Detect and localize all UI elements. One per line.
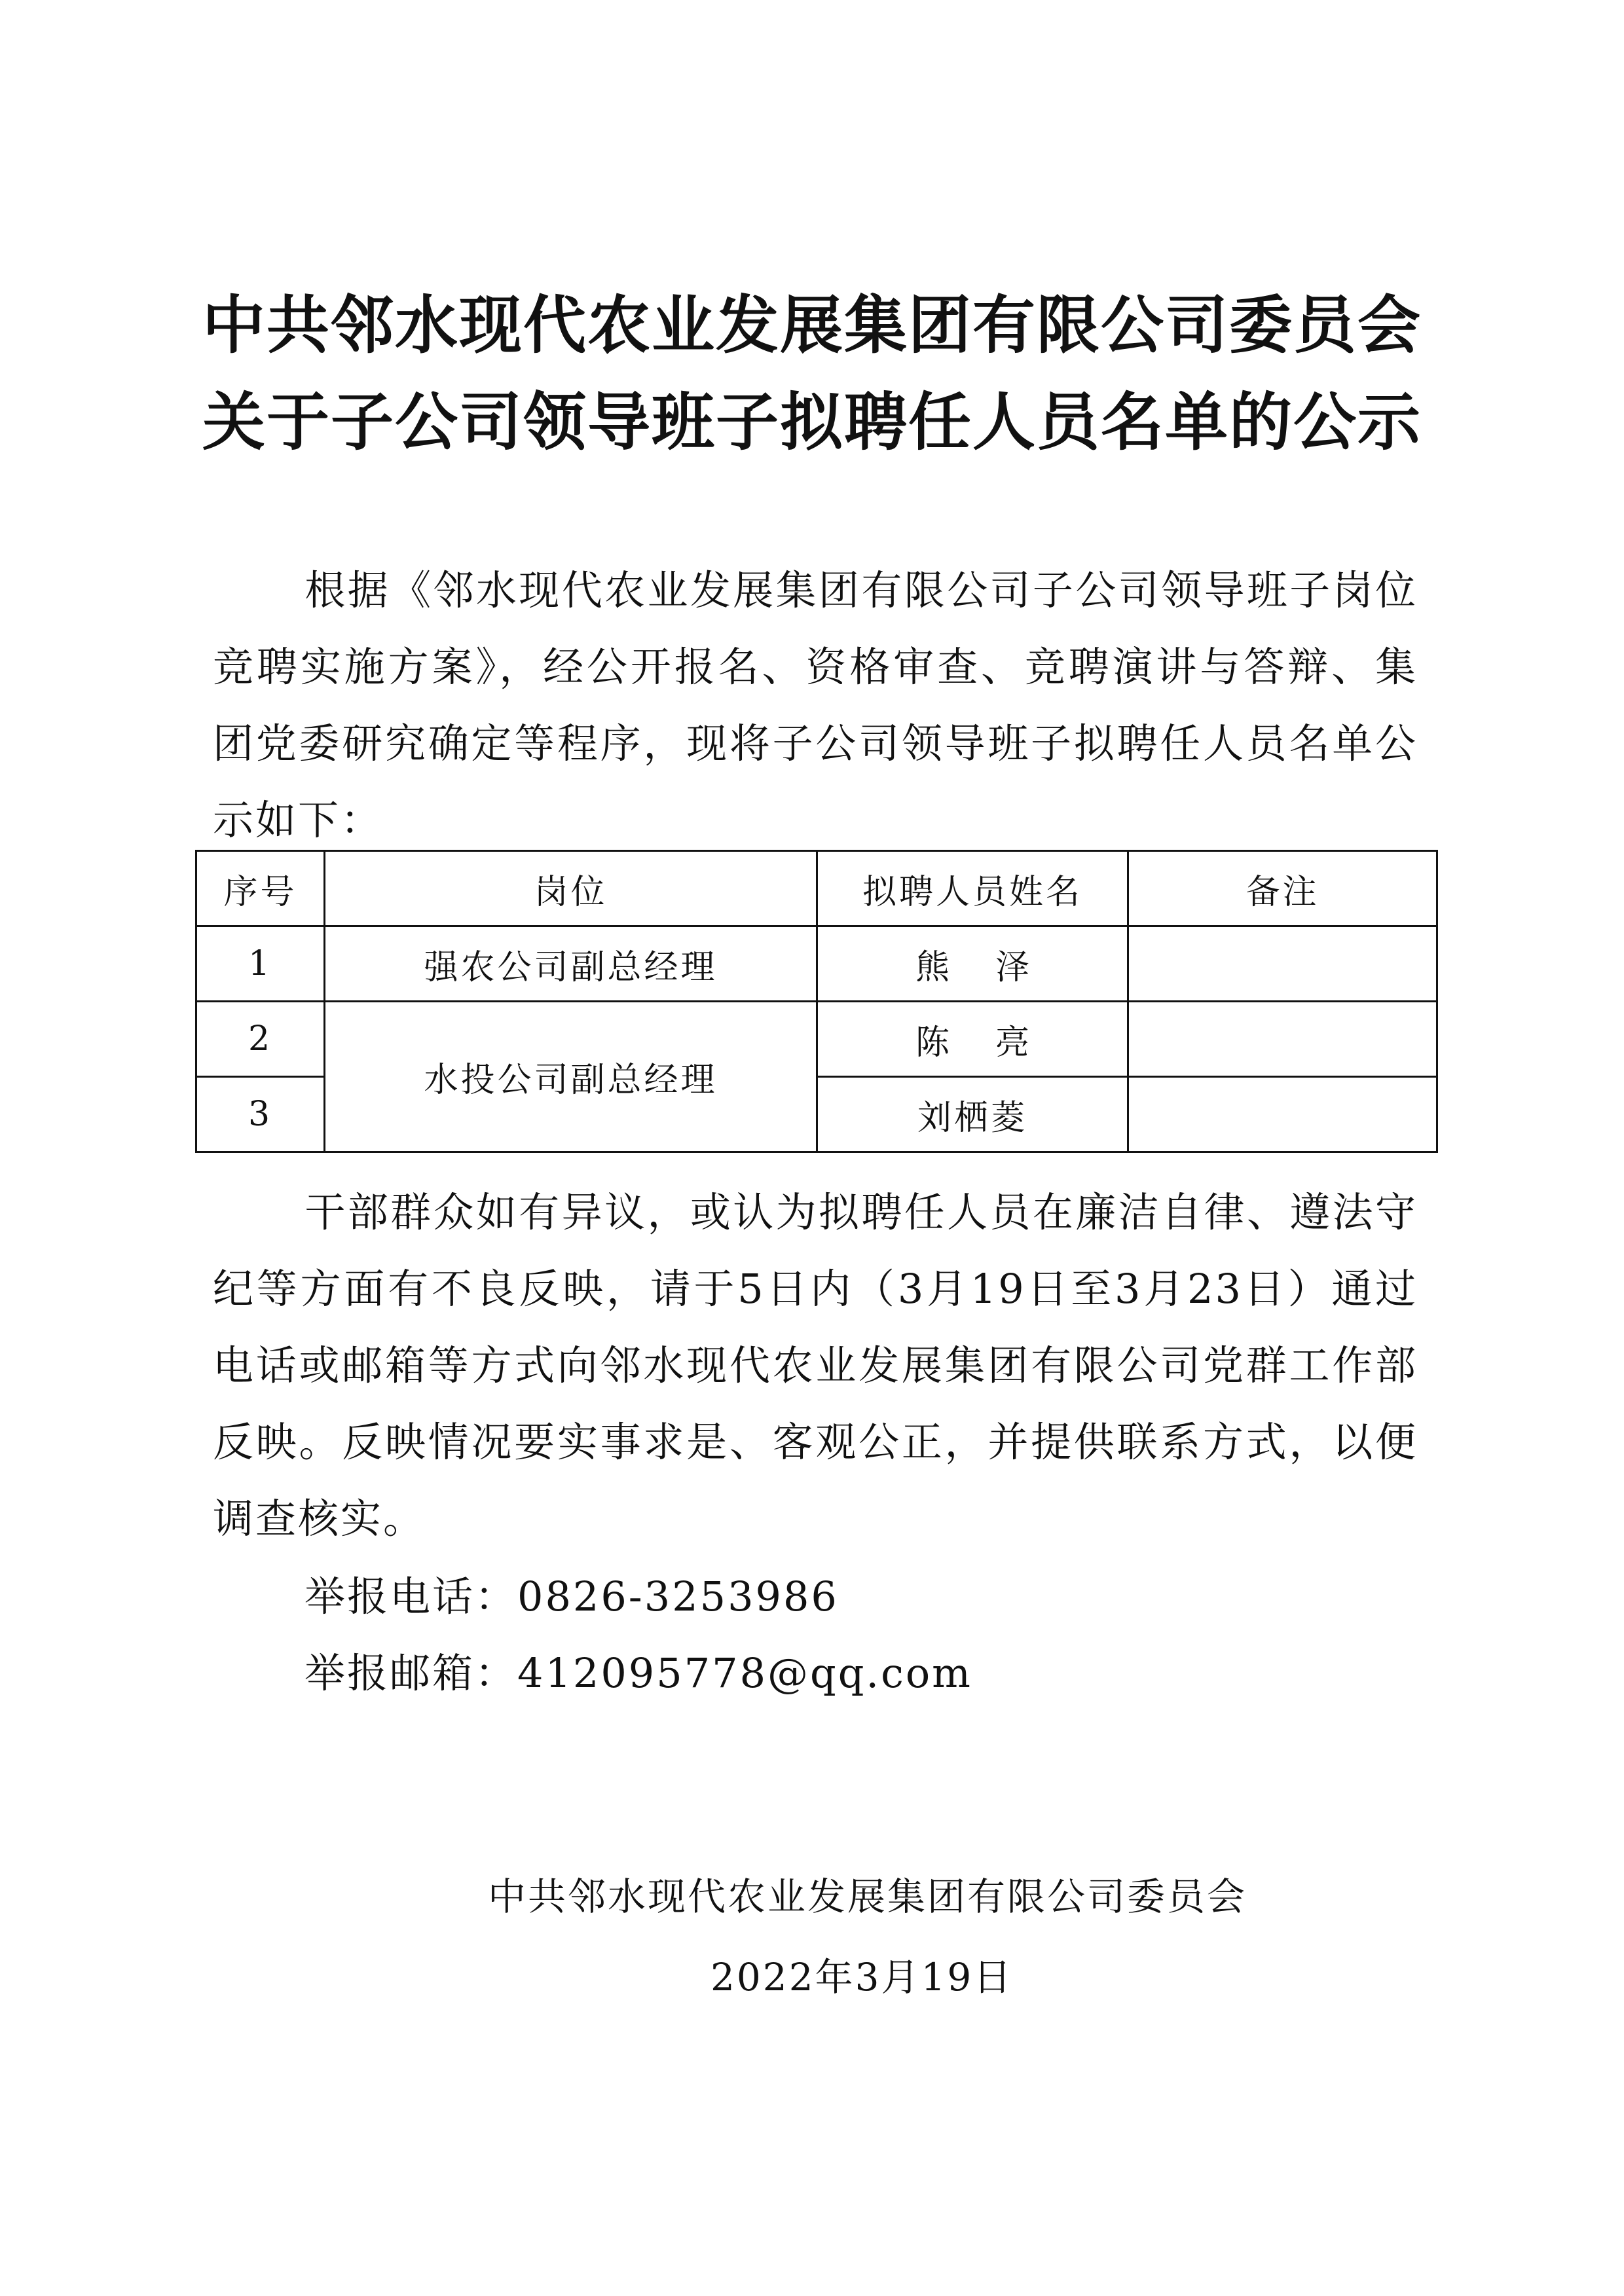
appointee-table xyxy=(195,850,1438,1153)
hotline xyxy=(304,1558,839,1635)
mailbox-label: 举报邮箱： xyxy=(304,1649,518,1697)
signature-date: 2022年3月19日 xyxy=(710,1955,1014,1999)
table-row xyxy=(196,926,1437,1002)
objection-paragraph xyxy=(213,1174,1418,1557)
row-name: 刘栖菱 xyxy=(817,1077,1128,1152)
header-post: 岗位 xyxy=(325,851,817,926)
row-note xyxy=(1128,1002,1437,1077)
hotline-number: 0826-3253986 xyxy=(517,1573,839,1620)
objection-paragraph-text: 干部群众如有异议，或认为拟聘任人员在廉洁自律、遵法守纪等方面有不良反映，请于5日内（3月19日至3月23日）通过电话或邮箱等方式向邻水现代农业发展集团有限公司党群工作部反映。反映情况要实事求是、客观公正，并提供联系方式，以便调查核实。 xyxy=(213,1188,1418,1542)
row-name: 熊泽 xyxy=(817,926,1128,1002)
mailbox-address: 412095778@qq.com xyxy=(517,1649,972,1697)
row-post-merged: 水投公司副总经理 xyxy=(325,1002,817,1152)
row-no: 1 xyxy=(196,926,325,1002)
header-note: 备注 xyxy=(1128,851,1437,926)
table-row xyxy=(196,1002,1437,1077)
signature-org: 中共邻水现代农业发展集团有限公司委员会 xyxy=(488,1874,1247,1919)
row-no: 2 xyxy=(196,1002,325,1077)
intro-paragraph xyxy=(213,552,1418,858)
row-note xyxy=(1128,1077,1437,1152)
row-no: 3 xyxy=(196,1077,325,1152)
header-name: 拟聘人员姓名 xyxy=(817,851,1128,926)
row-note xyxy=(1128,926,1437,1002)
document-title-line-2: 关于子公司领导班子拟聘任人员名单的公示 xyxy=(202,386,1422,459)
hotline-label: 举报电话： xyxy=(304,1573,518,1620)
table-header-row xyxy=(196,851,1437,926)
row-name: 陈亮 xyxy=(817,1002,1128,1077)
row-post: 强农公司副总经理 xyxy=(325,926,817,1002)
document-title-line-1: 中共邻水现代农业发展集团有限公司委员会 xyxy=(202,289,1422,362)
intro-paragraph-text: 根据《邻水现代农业发展集团有限公司子公司领导班子岗位竞聘实施方案》，经公开报名、资格审查、竞聘演讲与答辩、集团党委研究确定等程序，现将子公司领导班子拟聘任人员名单公示如下： xyxy=(213,566,1418,844)
mailbox xyxy=(304,1635,972,1711)
header-no: 序号 xyxy=(196,851,325,926)
